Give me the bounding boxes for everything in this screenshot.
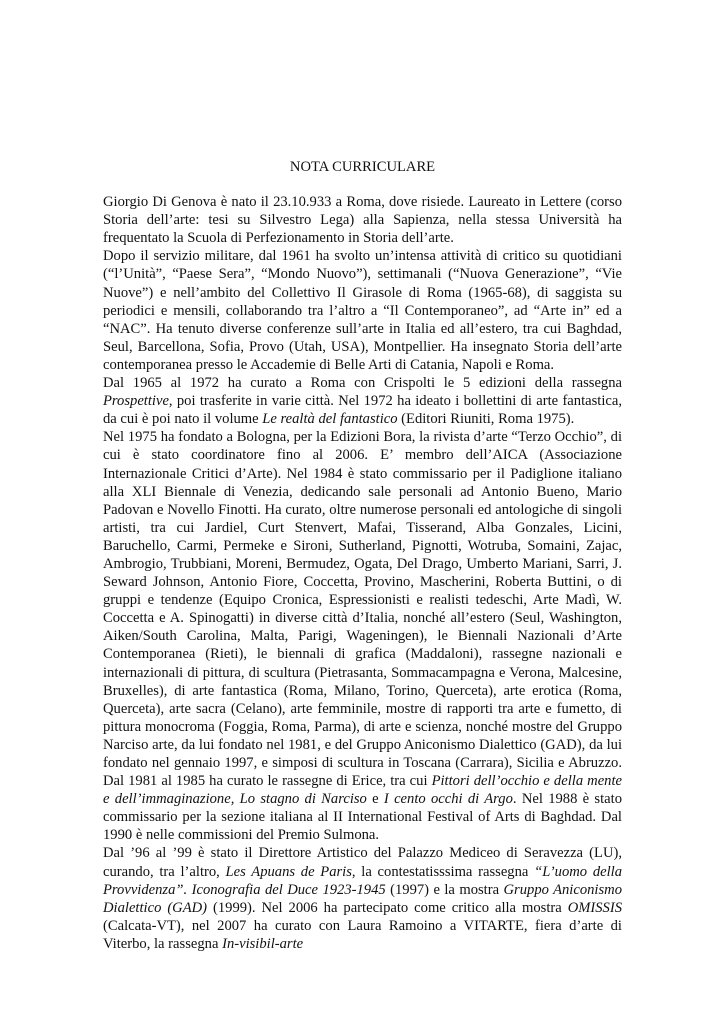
- text-run: (1997) e la mostra: [385, 881, 504, 898]
- text-run: Dal ’96 al ’99 è stato il Direttore Artistico del Palazzo Mediceo di Seravezza (LU), curando, tra l’altro,: [103, 845, 622, 880]
- document-body: [103, 193, 622, 953]
- text-run: . Nel 1988 è stato commissario per la sezione italiana al II International Festival of Arts di Baghdad. Dal 1990 è nelle commissioni del Premio Sulmona.: [103, 791, 622, 844]
- italic-text: “L’uomo della Provvidenza”. Iconografia del Duce 1923-1945: [103, 863, 622, 898]
- paragraph: [103, 193, 622, 247]
- italic-text: Les Apuans de Paris: [225, 863, 352, 880]
- text-run: Dopo il servizio militare, dal 1961 ha svolto un’intensa attività di critico su quotidiani (“l’Unità”, “Paese Sera”, “Mondo Nuovo”), settimanali (“Nuova Generazione”, “Vie Nuove”) e nell’ambito del Collettivo Il Girasole di Roma (1965-68), di saggista su periodici e mensili, collaborando tra l’altro a “Il Contemporaneo”, ad “Arte in” ed a “NAC”. Ha tenuto diverse conferenze sull’arte in Italia ed all’estero, tra cui Baghdad, Seul, Barcellona, Sofia, Provo (Utah, USA), Montpellier. Ha insegnato Storia dell’arte contemporanea presso le Accademie di Belle Arti di Catania, Napoli e Roma.: [103, 248, 622, 373]
- italic-text: Gruppo Aniconismo Dialettico (GAD): [103, 881, 623, 916]
- text-run: , la contestatisssima rassegna: [351, 863, 535, 880]
- document-page: [103, 158, 622, 953]
- paragraph: [103, 247, 622, 374]
- text-run: (Editori Riuniti, Roma 1975).: [397, 411, 575, 428]
- text-run: e: [366, 791, 384, 808]
- text-run: (1999). Nel 2006 ha partecipato come critico alla mostra: [207, 899, 568, 916]
- italic-text: OMISSIS: [567, 899, 622, 916]
- paragraph: [103, 428, 622, 844]
- text-run: , poi trasferite in varie città. Nel 1972 ha ideato i bollettini di arte fantastica, da cui è poi nato il volume: [103, 393, 622, 428]
- paragraph: [103, 844, 622, 953]
- italic-text: Le realtà del fantastico: [262, 411, 398, 428]
- text-run: Dal 1965 al 1972 ha curato a Roma con Crispolti le 5 edizioni della rassegna: [103, 375, 622, 392]
- italic-text: Pittori dell’occhio e della mente e dell’immaginazione, Lo stagno di Narciso: [103, 773, 623, 808]
- text-run: Nel 1975 ha fondato a Bologna, per la Edizioni Bora, la rivista d’arte “Terzo Occhio”, di cui è stato coordinatore fino al 2006. E’ membro dell’AICA (Associazione Internazionale Critici d’Arte). Nel 1984 è stato commissario per il Padiglione italiano alla XLI Biennale di Venezia, dedicando sale personali ad Antonio Bueno, Mario Padovan e Novello Finotti. Ha curato, oltre numerose personali ed antologiche di singoli artisti, tra cui Jardiel, Curt Stenvert, Mafai, Tisserand, Alba Gonzales, Licini, Baruchello, Carmi, Permeke e Sironi, Sutherland, Pignotti, Wotruba, Somaini, Zajac, Ambrogio, Trubbiani, Moreni, Bermudez, Ogata, Del Drago, Umberto Mariani, Sarri, J. Seward Johnson, Antonio Fiore, Coccetta, Provino, Mascherini, Roberta Buttini, o di gruppi e tendenze (Equipo Cronica, Espressionisti e realisti tedeschi, Arte Madì, W. Coccetta e A. Spinogatti) in diverse città d’Italia, nonché all’estero (Seul, Washington, Aiken/South Carolina, Malta, Parigi, Wageningen), le Biennali Nazionali d’Arte Contemporanea (Rieti), le biennali di grafica (Maddaloni), rassegne nazionali e internazionali di pittura, di scultura (Pietrasanta, Sommacampagna e Verona, Malcesine, Bruxelles), di arte fantastica (Roma, Milano, Torino, Querceta), arte erotica (Roma, Querceta), arte sacra (Celano), arte femminile, mostre di rapporti tra arte e fumetto, di pittura monocroma (Foggia, Roma, Parma), di arte e scienza, nonché mostre del Gruppo Narciso arte, da lui fondato nel 1981, e del Gruppo Aniconismo Dialettico (GAD), da lui fondato nel gennaio 1997, e simposi di scultura in Toscana (Carrara), Sicilia e Abruzzo. Dal 1981 al 1985 ha curato le rassegne di Erice, tra cui: [103, 429, 622, 790]
- document-title: NOTA CURRICULARE: [289, 159, 436, 175]
- italic-text: Prospettive: [103, 393, 169, 410]
- italic-text: I cento occhi di Argo: [383, 791, 513, 808]
- text-run: (Calcata-VT), nel 2007 ha curato con Laura Ramoino a VITARTE, fiera d’arte di Viterbo, la rassegna: [103, 917, 622, 952]
- italic-text: In-visibil-arte: [222, 935, 304, 952]
- paragraph: [103, 374, 622, 428]
- text-run: Giorgio Di Genova è nato il 23.10.933 a Roma, dove risiede. Laureato in Lettere (corso Storia dell’arte: tesi su Silvestro Lega) alla Sapienza, nella stessa Università ha frequentato la Scuola di Perfezionamento in Storia dell’arte.: [103, 194, 622, 247]
